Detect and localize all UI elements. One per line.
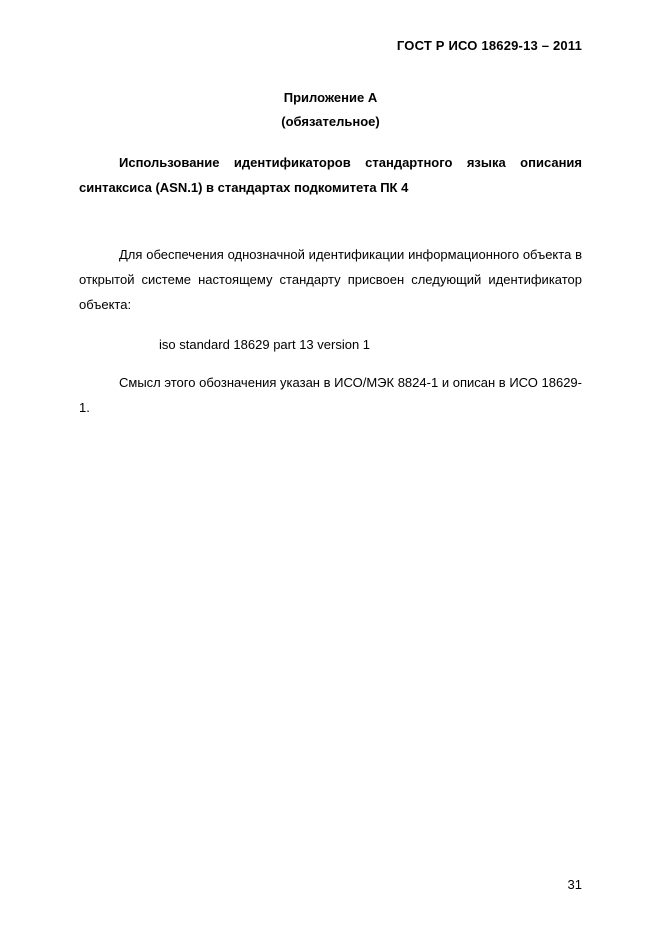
paragraph-meaning: Смысл этого обозначения указан в ИСО/МЭК 8824-1 и описан в ИСО 18629-1.: [79, 375, 582, 415]
object-identifier: iso standard 18629 part 13 version 1: [159, 337, 371, 352]
page-number: 31: [567, 877, 582, 892]
annex-title: Приложение А: [283, 90, 378, 105]
paragraph-identification: Для обеспечения однозначной идентификации информационного объекта в открытой системе настоящему стандарту присвоен следующий идентификатор объекта:: [79, 247, 582, 312]
annex-status: (обязательное): [281, 114, 380, 129]
section-heading: Использование идентификаторов стандартного языка описания синтаксиса (ASN.1) в стандартах подкомитета ПК 4: [79, 155, 582, 195]
annex-title-block: [0, 86, 661, 134]
standard-code-header: ГОСТ Р ИСО 18629-13 – 2011: [396, 38, 582, 53]
